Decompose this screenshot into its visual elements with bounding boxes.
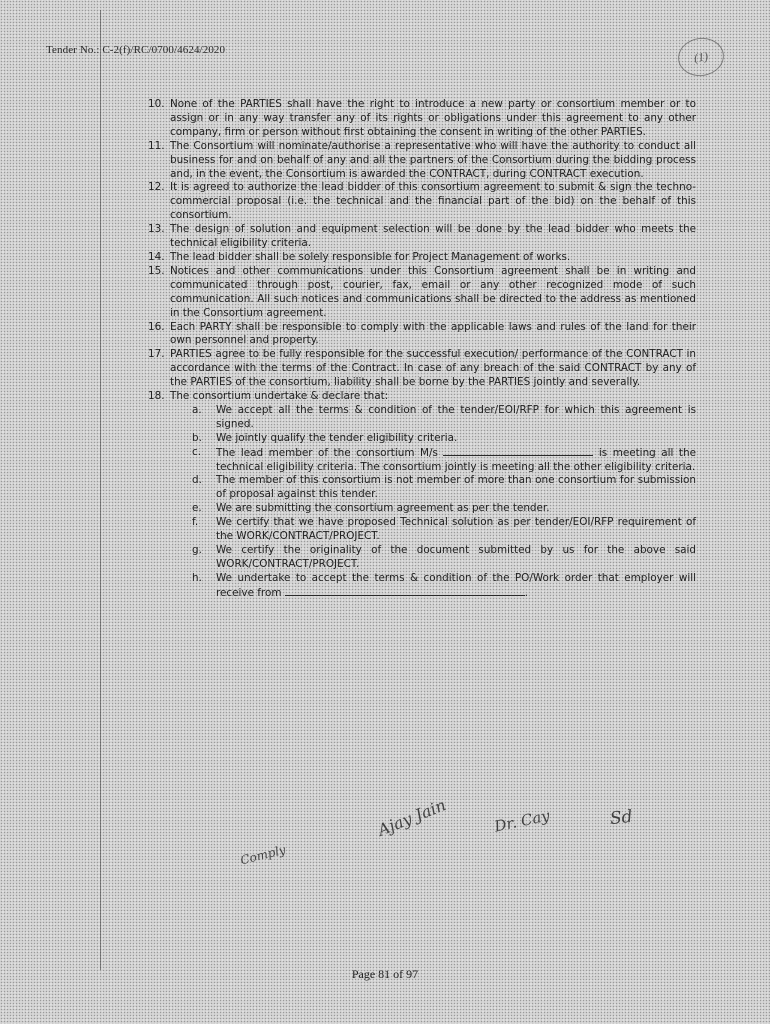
clause-number: 14. [148, 250, 165, 263]
item-letter: b. [192, 431, 202, 444]
item-text-end: is meeting all the technical eligibility criteria. The consortium jointly is meeting all the other eligibility criteria. [216, 446, 696, 473]
tender-number: Tender No.: C-2(f)/RC/0700/4624/2020 [46, 44, 226, 56]
clause-11 [148, 140, 696, 182]
item-letter: h. [192, 571, 202, 584]
item-letter: g. [192, 544, 202, 556]
item-text [216, 446, 696, 475]
declaration-item-g [192, 544, 696, 572]
declaration-item-e [192, 502, 696, 516]
margin-line [100, 10, 101, 970]
item-text-start: The lead member of the consortium M/s [216, 446, 438, 459]
item-text: We certify that we have proposed Technical solution as per tender/EOI/RFP requirement of the WORK/CONTRACT/PROJECT. [216, 516, 696, 543]
employer-blank [285, 586, 525, 596]
signature-1: Comply [238, 842, 288, 868]
declaration-item-c [192, 446, 696, 475]
clause-text: The Consortium will nominate/authorise a representative who will have the authority to conduct all business for and on behalf of any and all the partners of the Consortium during the bidding process and, in the event, the Consortium is awarded the CONTRACT, during CONTRACT execution. [170, 139, 696, 180]
declaration-item-a [192, 404, 696, 432]
clause-15 [148, 265, 696, 321]
clause-number: 17. [148, 348, 165, 361]
item-letter: c. [192, 445, 202, 458]
declaration-item-b [192, 432, 696, 446]
item-letter: f. [192, 516, 199, 529]
signature-2: Ajay Jain [375, 795, 449, 840]
item-text: We accept all the terms & condition of the tender/EOI/RFP for which this agreement is signed. [216, 403, 696, 430]
item-text-start: We undertake to accept the terms & condition of the PO/Work order that employer will receive from [216, 571, 696, 599]
clause-text: The consortium undertake & declare that: [170, 390, 389, 403]
item-text: We certify the originality of the document submitted by us for the above said WORK/CONTRACT/PROJECT. [216, 544, 696, 570]
item-letter: e. [192, 502, 202, 515]
declaration-list [148, 404, 696, 601]
clause-14 [148, 251, 696, 265]
clause-text: The lead bidder shall be solely responsible for Project Management of works. [170, 250, 571, 263]
signature-3: Dr. Cay [492, 806, 552, 836]
clause-17 [148, 348, 696, 390]
clause-text: None of the PARTIES shall have the right to introduce a new party or consortium member or to assign or in any way transfer any of its rights or obligations under this agreement to any other company, firm or person without first obtaining the consent in writing of the other PARTIES. [170, 98, 696, 138]
item-text: We jointly qualify the tender eligibility criteria. [216, 431, 458, 444]
page-number: Page 81 of 97 [351, 967, 419, 981]
agreement-body [148, 98, 696, 601]
item-text [216, 572, 696, 601]
item-text: The member of this consortium is not member of more than one consortium for submission of proposal against this tender. [216, 474, 696, 501]
declaration-item-f [192, 516, 696, 544]
item-letter: d. [192, 474, 202, 487]
clause-number: 10. [148, 98, 165, 110]
clause-16 [148, 321, 696, 349]
clause-number: 11. [148, 139, 165, 152]
item-text-end: . [524, 586, 529, 599]
clause-10 [148, 98, 696, 140]
clause-12 [148, 181, 696, 223]
declaration-item-h [192, 572, 696, 601]
clause-text: Notices and other communications under this Consortium agreement shall be in writing and communicated through post, courier, fax, email or any other recognized mode of such communication. All such notices and communications shall be directed to the address as mentioned in the Consortium agreement. [170, 264, 696, 319]
clause-text: The design of solution and equipment selection will be done by the lead bidder who meets the technical eligibility criteria. [170, 223, 696, 250]
page-stamp: (1) [676, 35, 727, 79]
lead-member-blank [443, 446, 593, 456]
clause-number: 18. [148, 390, 165, 403]
item-letter: a. [192, 403, 202, 416]
clause-number: 13. [148, 223, 165, 236]
clause-number: 16. [148, 320, 165, 333]
clause-18 [148, 390, 696, 404]
declaration-item-d [192, 474, 696, 502]
clause-number: 15. [148, 264, 165, 277]
signature-4: Sd [609, 806, 634, 830]
clause-number: 12. [148, 181, 165, 194]
clause-text: Each PARTY shall be responsible to comply with the applicable laws and rules of the land for their own personnel and property. [170, 320, 696, 347]
clause-text: PARTIES agree to be fully responsible for the successful execution/ performance of the CONTRACT in accordance with the terms of the Contract. In case of any breach of the said CONTRACT by any of the PARTIES of the consortium, liability shall be borne by the PARTIES jointly and severally. [170, 348, 696, 389]
clause-13 [148, 223, 696, 251]
item-text: We are submitting the consortium agreement as per the tender. [216, 502, 550, 515]
clause-text: It is agreed to authorize the lead bidder of this consortium agreement to submit & sign the techno-commercial proposal (i.e. the technical and the financial part of the bid) on the behalf of this consortium. [170, 181, 696, 222]
